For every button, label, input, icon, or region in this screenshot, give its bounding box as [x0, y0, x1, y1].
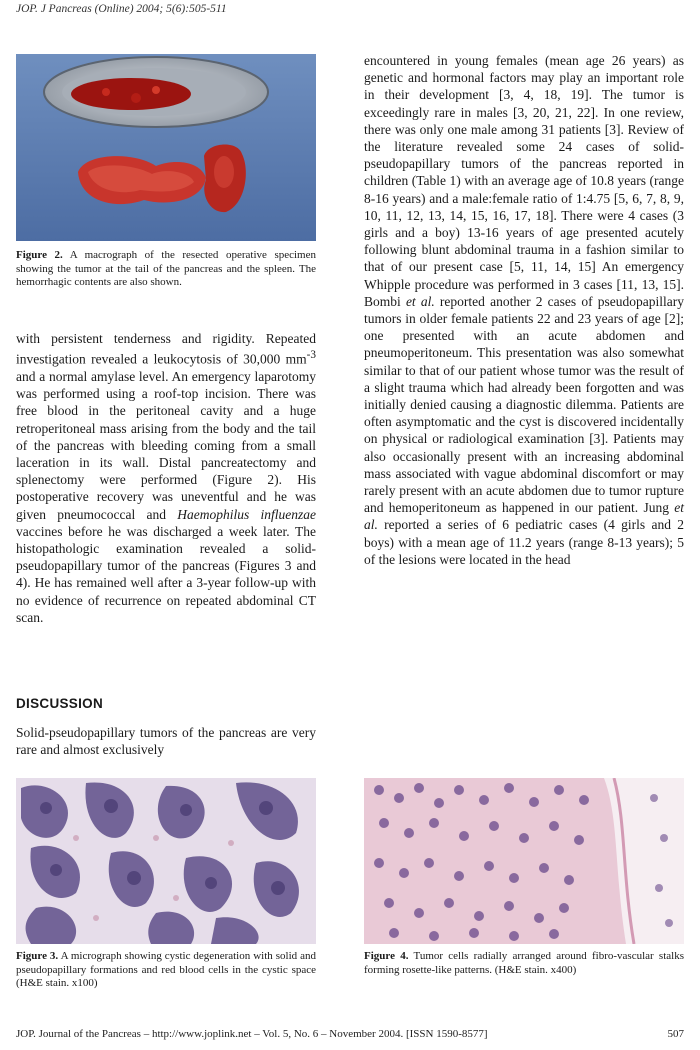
figure-2-image — [16, 54, 316, 241]
figure-3-image — [16, 778, 316, 944]
figure-4-text: Tumor cells radially arranged around fibro-vascular stalks forming rosette-like patterns. (H&E stain. x400) — [364, 950, 684, 976]
figure-3-text: A micrograph showing cystic degeneration with solid and pseudopapillary formations and red blood cells in the cystic space (H&E stain. x100) — [16, 950, 316, 989]
left-column-discussion — [16, 724, 316, 758]
page-number: 507 — [667, 1028, 684, 1040]
figure-4-image — [364, 778, 684, 944]
figure-3-caption — [16, 950, 316, 991]
figure-4-label: Figure 4. — [364, 950, 409, 962]
figure-3-label: Figure 3. — [16, 950, 59, 962]
footer-citation: JOP. Journal of the Pancreas – http://www.joplink.net – Vol. 5, No. 6 – November 2004. [ISSN 1590-8577] — [16, 1028, 488, 1040]
figure-2-caption — [16, 249, 316, 290]
left-column-body — [16, 330, 316, 626]
left-para-1: with persistent tenderness and rigidity. Repeated investigation revealed a leukocytosis of 30,000 $mm^{-3}$ and a normal amylase level. An emergency laparotomy was performed using a roof-top incision. There was free blood in the peritoneal cavity and a huge retroperitoneal mass arising from the body and the tail of the pancreas with bleeding coming from a small laceration in its wall. Distal pancreatectomy and splenectomy were performed (Figure 2). His postoperative recovery was uneventful and he was given pneumococcal and Haemophilus influenzae vaccines before he was discharged a week later. The histopathologic examination revealed a solid-pseudopapillary tumor of the pancreas (Figures 3 and 4). He has remained well after a 3-year follow-up with no evidence of recurrence on repeated abdominal CT scan. — [16, 331, 316, 625]
page-footer — [16, 1028, 684, 1040]
section-heading: DISCUSSION — [16, 696, 104, 711]
superscript: -3 — [306, 349, 316, 362]
figure-2-label: Figure 2. — [16, 249, 63, 261]
running-head: JOP. J Pancreas (Online) 2004; 5(6):505-511 — [16, 3, 227, 15]
left-para-2: Solid-pseudopapillary tumors of the pancreas are very rare and almost exclusively — [16, 725, 316, 758]
figure-2-text: A macrograph of the resected operative specimen showing the tumor at the tail of the pancreas and the spleen. The hemorrhagic contents are also shown. — [16, 249, 316, 288]
figure-4-caption — [364, 950, 684, 977]
right-column-body — [364, 52, 684, 568]
right-para-1: encountered in young females (mean age 26 years) as genetic and hormonal factors may play an important role in their development [3, 4, 18, 19]. The tumor is exceedingly rare in males [3, 20, 21, 22]. In one review, there was only one male among 31 patients [3]. Review of the literature revealed some 24 cases of solid-pseudopapillary tumors of the pancreas reported in children (Table 1) with an average age of 10.8 years (range 8-16 years) and a male:female ratio of 1:4.75 [5, 6, 7, 8, 9, 10, 11, 12, 13, 14, 15, 16, 17, 18]. There were 4 cases (3 girls and a boy) 13-16 years of age presented acutely following blunt abdominal trauma in a fashion similar to that of our present case [5, 11, 14, 15] An emergency Whipple procedure was performed in 3 cases [11, 13, 15]. Bombi et al. reported another 2 cases of pseudopapillary tumors in older female patients 22 and 23 years of age [2]; one presented with an acute abdomen and pneumoperitoneum. This presentation was also somewhat similar to that of our patient whose tumor was the result of a slight trauma which had already been forgotten and was initially denied causing a diagnostic dilemma. Patients are often asymptomatic and the cyst is discovered incidentally on physical or radiological examination [3]. Patients may also occasionally present with an increasing abdominal mass associated with vague abdominal discomfort or may rarely present with an acute abdomen due to tumor rupture and hemoperitoneum as happened in our patient. Jung et al. reported a series of 6 pediatric cases (4 girls and 2 boys) with a mean age of 11.2 years (range 8-13 years); 5 of the lesions were located in the head — [364, 53, 684, 567]
